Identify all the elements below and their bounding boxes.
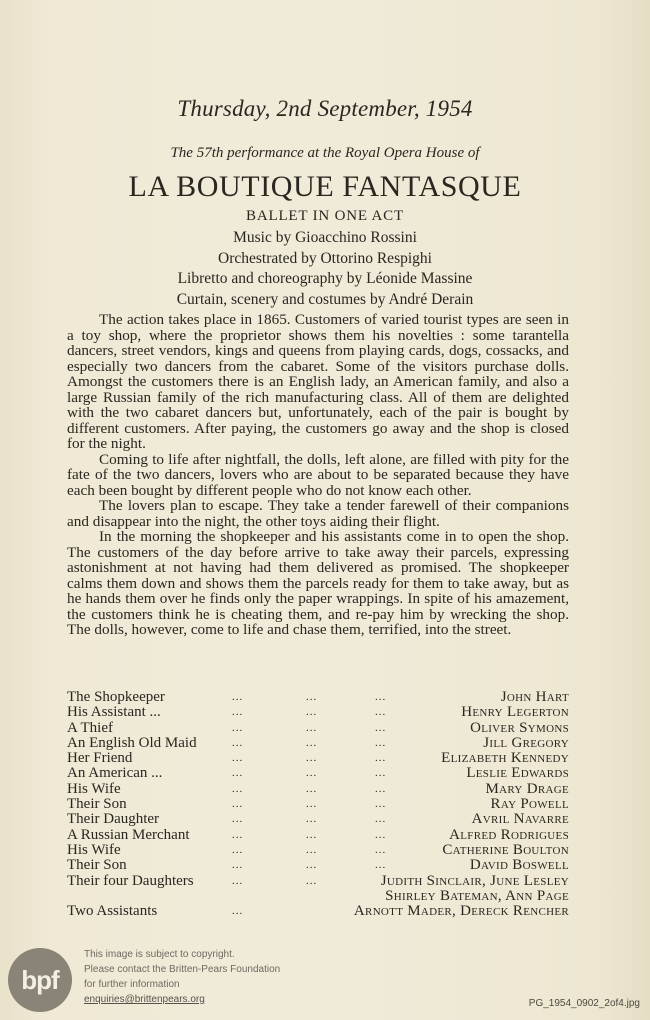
synopsis-paragraph: In the morning the shopkeeper and his assistants come in to open the shop. The customers of the day before arrive to take away their parcels, expressing astonishment at not having had them delivered as promised. The shopkeeper calms them down and shows them the parcels ready for them to take away, but as he hands them over he finds only the paper wrappings. In spite of his amazement, the customers think he is cheating them, and re-pay him by wrecking the shop. The dolls, however, come to life and chase them, terrified, into the street. [67, 528, 569, 638]
cast-row: Their Son ... ... ... David Boswell [67, 857, 569, 874]
cast-row: A Thief ... ... ... Oliver Symons [67, 719, 569, 736]
cast-role: Her Friend [67, 750, 133, 767]
ballet-title: LA BOUTIQUE FANTASQUE [128, 170, 522, 203]
cast-role: A Russian Merchant [67, 826, 190, 843]
cast-actor: Elizabeth Kennedy [441, 750, 569, 767]
cast-role: An American ... [67, 765, 163, 782]
cast-role: An English Old Maid [67, 734, 197, 751]
cast-actor: Mary Drage [485, 780, 569, 797]
copyright-notice [84, 947, 280, 1007]
cast-actor: Judith Sinclair, June Lesley [380, 872, 569, 889]
cast-row [67, 889, 569, 904]
cast-row: Their four Daughters ... ... Judith Sinclair, June Lesley [67, 872, 569, 889]
cast-row: Their Son ... ... ... Ray Powell [67, 796, 569, 813]
cast-actor: Oliver Symons [470, 719, 569, 736]
cast-row: An English Old Maid ... ... ... Jill Gregory [67, 734, 569, 751]
cast-actor: Arnott Mader, Dereck Rencher [353, 903, 569, 920]
ballet-subtitle: BALLET IN ONE ACT [246, 208, 404, 224]
cast-role: Their Son [67, 796, 127, 813]
copyright-line: for further information [84, 979, 180, 990]
cast-actor: John Hart [500, 689, 569, 705]
cast-row: An American ... ... ... ... Leslie Edwards [67, 765, 569, 782]
cast-role: Their Son [67, 857, 127, 874]
bpf-logo: bpf [8, 948, 72, 1012]
synopsis-paragraph: The lovers plan to escape. They take a tender farewell of their companions and disappear into the night, the other toys aiding their flight. [67, 497, 569, 530]
contact-email-link[interactable]: enquiries@brittenpears.org [84, 994, 205, 1005]
image-reference: PG_1954_0902_2of4.jpg [528, 998, 640, 1009]
cast-role: The Shopkeeper [67, 689, 165, 705]
cast-role: His Wife [67, 841, 121, 858]
cast-role: Their Daughter [67, 811, 160, 828]
cast-actor: Ray Powell [490, 796, 569, 813]
performance-note: The 57th performance at the Royal Opera House of [170, 145, 480, 161]
cast-row: Two Assistants ... Arnott Mader, Dereck Rencher [67, 903, 569, 920]
copyright-line: Please contact the Britten-Pears Foundation [84, 964, 281, 975]
cast-role: Two Assistants [67, 903, 158, 920]
cast-actor: Shirley Bateman, Ann Page [385, 887, 569, 904]
credit-design: Curtain, scenery and costumes by André Derain [176, 290, 474, 308]
cast-row: His Wife ... ... ... Catherine Boulton [67, 841, 569, 858]
cast-row: His Assistant ... ... ... ... Henry Legerton [67, 704, 569, 721]
cast-actor: Alfred Rodrigues [449, 826, 569, 843]
cast-row: Her Friend ... ... ... Elizabeth Kennedy [67, 750, 569, 767]
cast-actor: Avril Navarre [471, 811, 569, 828]
credit-orchestration: Orchestrated by Ottorino Respighi [218, 249, 432, 267]
cast-list [67, 690, 569, 919]
cast-actor: David Boswell [469, 857, 569, 874]
synopsis-paragraph: The action takes place in 1865. Customers of varied tourist types are seen in a toy shop, where the proprietor shows them his novelties : some tarantella dancers, street vendors, kings and queens from playing cards, dogs, cossacks, and especially two dancers from the cabaret. Some of the visitors purchase dolls. Amongst the customers there is an English lady, an American family, and also a large Russian family of the rich manufacturing class. All of them are delighted with the two cabaret dancers but, unfortunately, each of the pair is bought by different customers. After paying, the customers go away and the shop is closed for the night. [67, 311, 569, 452]
cast-row: The Shopkeeper ... ... ... John Hart [67, 689, 569, 705]
cast-actor: Catherine Boulton [442, 841, 569, 858]
cast-role: His Wife [67, 780, 121, 797]
cast-row: A Russian Merchant ... ... ... Alfred Rodrigues [67, 826, 569, 843]
cast-row: His Wife ... ... ... Mary Drage [67, 780, 569, 797]
synopsis [67, 312, 569, 638]
cast-actor: Henry Legerton [461, 704, 569, 721]
synopsis-paragraph: Coming to life after nightfall, the dolls, left alone, are filled with pity for the fate of the two dancers, lovers who are about to be separated because they have each been bought by different people who do not know each other. [67, 450, 569, 499]
credit-music: Music by Gioacchino Rossini [233, 229, 417, 246]
credit-choreography: Libretto and choreography by Léonide Massine [177, 270, 473, 287]
cast-actor: Leslie Edwards [466, 765, 569, 782]
credits-block [0, 228, 650, 310]
cast-role: A Thief [67, 719, 113, 736]
cast-actor: Jill Gregory [483, 734, 569, 751]
cast-row: Their Daughter ... ... ... Avril Navarre [67, 811, 569, 828]
cast-role: His Assistant ... [67, 704, 161, 721]
performance-date: Thursday, 2nd September, 1954 [177, 96, 473, 121]
copyright-line: This image is subject to copyright. [84, 949, 235, 960]
cast-role: Their four Daughters [67, 872, 194, 889]
